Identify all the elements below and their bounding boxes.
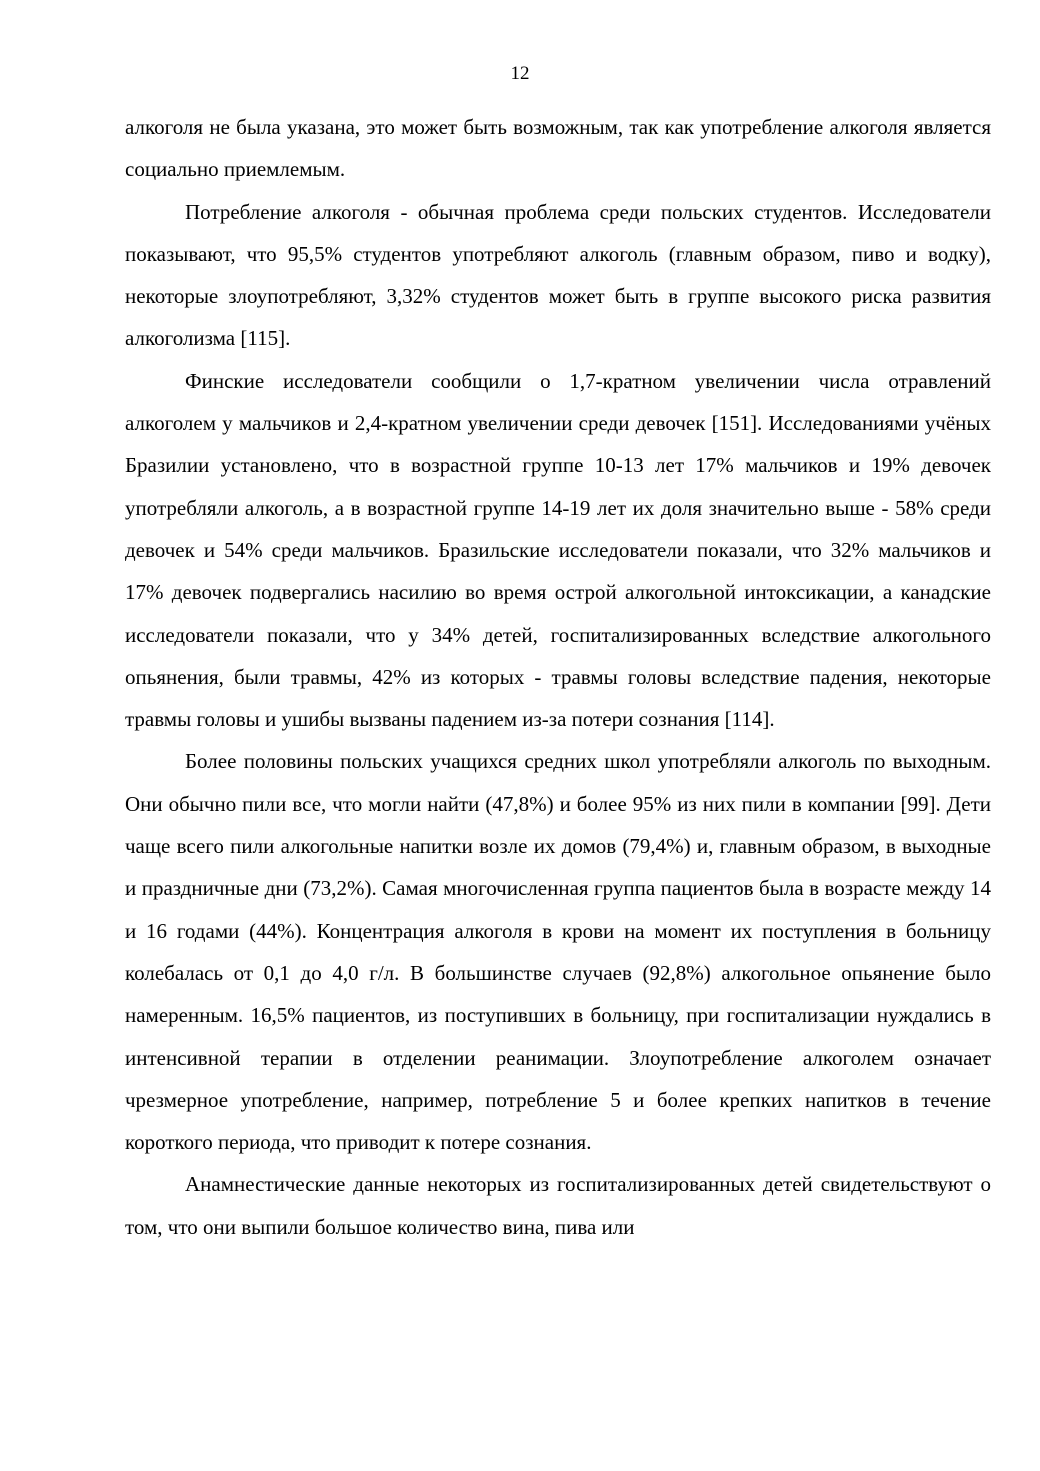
body-text — [125, 106, 991, 1248]
page-number: 12 — [510, 63, 530, 84]
paragraph-polish-schoolchildren: Более половины польских учащихся средних школ употребляли алкоголь по выходным. Они обычно пили все, что могли найти (47,8%) и более 95% из них пили в компании [99]. Дети чаще всего пили алкогольные напитки возле их домов (79,4%) и, главным образом, в выходные и праздничные дни (73,2%). Самая многочисленная группа пациентов была в возрасте между 14 и 16 годами (44%). Концентрация алкоголя в крови на момент их поступления в больницу колебалась от 0,1 до 4,0 г/л. В большинстве случаев (92,8%) алкогольное опьянение было намеренным. 16,5% пациентов, из поступивших в больницу, при госпитализации нуждались в интенсивной терапии в отделении реанимации. Злоупотребление алкоголем означает чрезмерное употребление, например, потребление 5 и более крепких напитков в течение короткого периода, что приводит к потере сознания. — [125, 749, 991, 1155]
paragraph-anamnesis: Анамнестические данные некоторых из госпитализированных детей свидетельствуют о том, что они выпили большое количество вина, пива или — [125, 1172, 991, 1239]
paragraph-polish-students: Потребление алкоголя - обычная проблема среди польских студентов. Исследователи показывают, что 95,5% студентов употребляют алкоголь (главным образом, пиво и водку), некоторые злоупотребляют, 3,32% студентов может быть в группе высокого риска развития алкоголизма [115]. — [125, 199, 991, 351]
paragraph-continuation: алкоголя не была указана, это может быть возможным, так как употребление алкоголя является социально приемлемым. — [125, 115, 991, 182]
paragraph-finnish-brazilian-research: Финские исследователи сообщили о 1,7-кратном увеличении числа отравлений алкоголем у мальчиков и 2,4-кратном увеличении среди девочек [151]. Исследованиями учёных Бразилии установлено, что в возрастной группе 10-13 лет 17% мальчиков и 19% девочек употребляли алкоголь, а в возрастной группе 14-19 лет их доля значительно выше - 58% среди девочек и 54% среди мальчиков. Бразильские исследователи показали, что 32% мальчиков и 17% девочек подвергались насилию во время острой алкогольной интоксикации, а канадские исследователи показали, что у 34% детей, госпитализированных вследствие алкогольного опьянения, были травмы, 42% из которых - травмы головы вследствие падения, некоторые травмы головы и ушибы вызваны падением из-за потери сознания [114]. — [125, 368, 991, 732]
